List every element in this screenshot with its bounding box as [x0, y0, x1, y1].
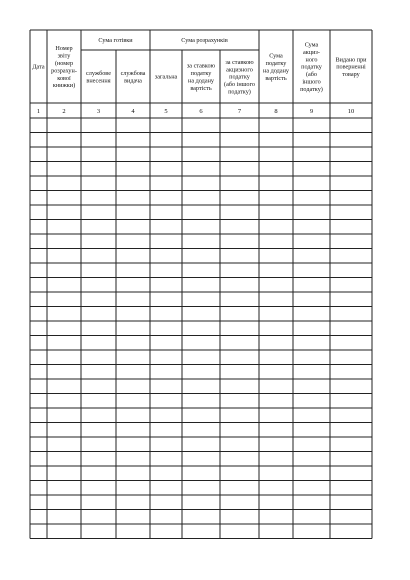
settlement-excise-rate-column-header: податку — [229, 73, 250, 81]
column-number: 4 — [131, 107, 135, 115]
report-number-column-header: Номер — [55, 45, 73, 53]
service-deposit-column-header: службове — [86, 70, 111, 77]
column-number: 6 — [199, 107, 203, 115]
date-column-header: Дата — [32, 63, 45, 71]
excise-amount-column-header: ного — [305, 56, 318, 64]
column-number: 1 — [36, 107, 41, 115]
column-number: 8 — [274, 107, 278, 115]
report-number-column-header: книжки) — [52, 82, 76, 90]
report-number-column-header: звіту — [57, 52, 71, 60]
report-number-column-header: (номер — [54, 60, 74, 67]
settlement-vat-rate-column-header: податку — [190, 70, 212, 77]
excise-amount-column-header: (або — [305, 71, 318, 79]
service-deposit-column-header: внесення — [86, 77, 111, 85]
report-number-column-header: розрахун- — [51, 67, 77, 75]
vat-amount-column-header: на додану — [263, 67, 289, 75]
settlement-excise-rate-column-header: (або іншого — [224, 81, 255, 89]
cash-amount-group-header: Сума готівки — [98, 37, 133, 45]
settlement-excise-rate-column-header: податку) — [228, 88, 251, 96]
column-number: 9 — [309, 107, 314, 115]
column-number: 10 — [347, 107, 355, 115]
settlement-vat-rate-column-header: на додану — [188, 77, 214, 85]
excise-amount-column-header: податку) — [300, 85, 323, 93]
settlement-total-column-header: загальна — [154, 73, 178, 81]
column-number: 3 — [96, 107, 101, 115]
table-header — [32, 37, 367, 95]
excise-amount-column-header: акциз- — [303, 48, 320, 56]
column-number: 5 — [164, 107, 168, 115]
settlement-excise-rate-column-header: за ставкою — [225, 58, 254, 66]
excise-amount-column-header: іншого — [302, 78, 321, 86]
settlement-vat-rate-column-header: вартість — [190, 84, 212, 92]
service-withdrawal-column-header: службова — [120, 70, 146, 77]
excise-amount-column-header: Сума — [304, 41, 319, 49]
report-number-column-header: кової — [57, 74, 71, 82]
service-withdrawal-column-header: видача — [124, 77, 142, 85]
settlement-vat-rate-column-header: за ставкою — [186, 62, 216, 70]
excise-amount-column-header: податку — [301, 63, 322, 71]
returned-goods-column-header: товару — [342, 71, 360, 79]
table-grid — [30, 30, 372, 539]
returned-goods-column-header: Видано при — [335, 56, 367, 64]
vat-amount-column-header: податку — [265, 60, 287, 67]
column-number-row — [37, 108, 354, 115]
returned-goods-column-header: поверненні — [336, 63, 366, 71]
vat-amount-column-header: Сума — [269, 52, 283, 60]
settlement-amount-group-header: Сума розрахунків — [181, 37, 228, 45]
column-number: 2 — [62, 107, 66, 115]
vat-amount-column-header: вартість — [265, 74, 287, 82]
column-number: 7 — [237, 107, 242, 115]
settlement-excise-rate-column-header: акцизного — [226, 66, 253, 74]
